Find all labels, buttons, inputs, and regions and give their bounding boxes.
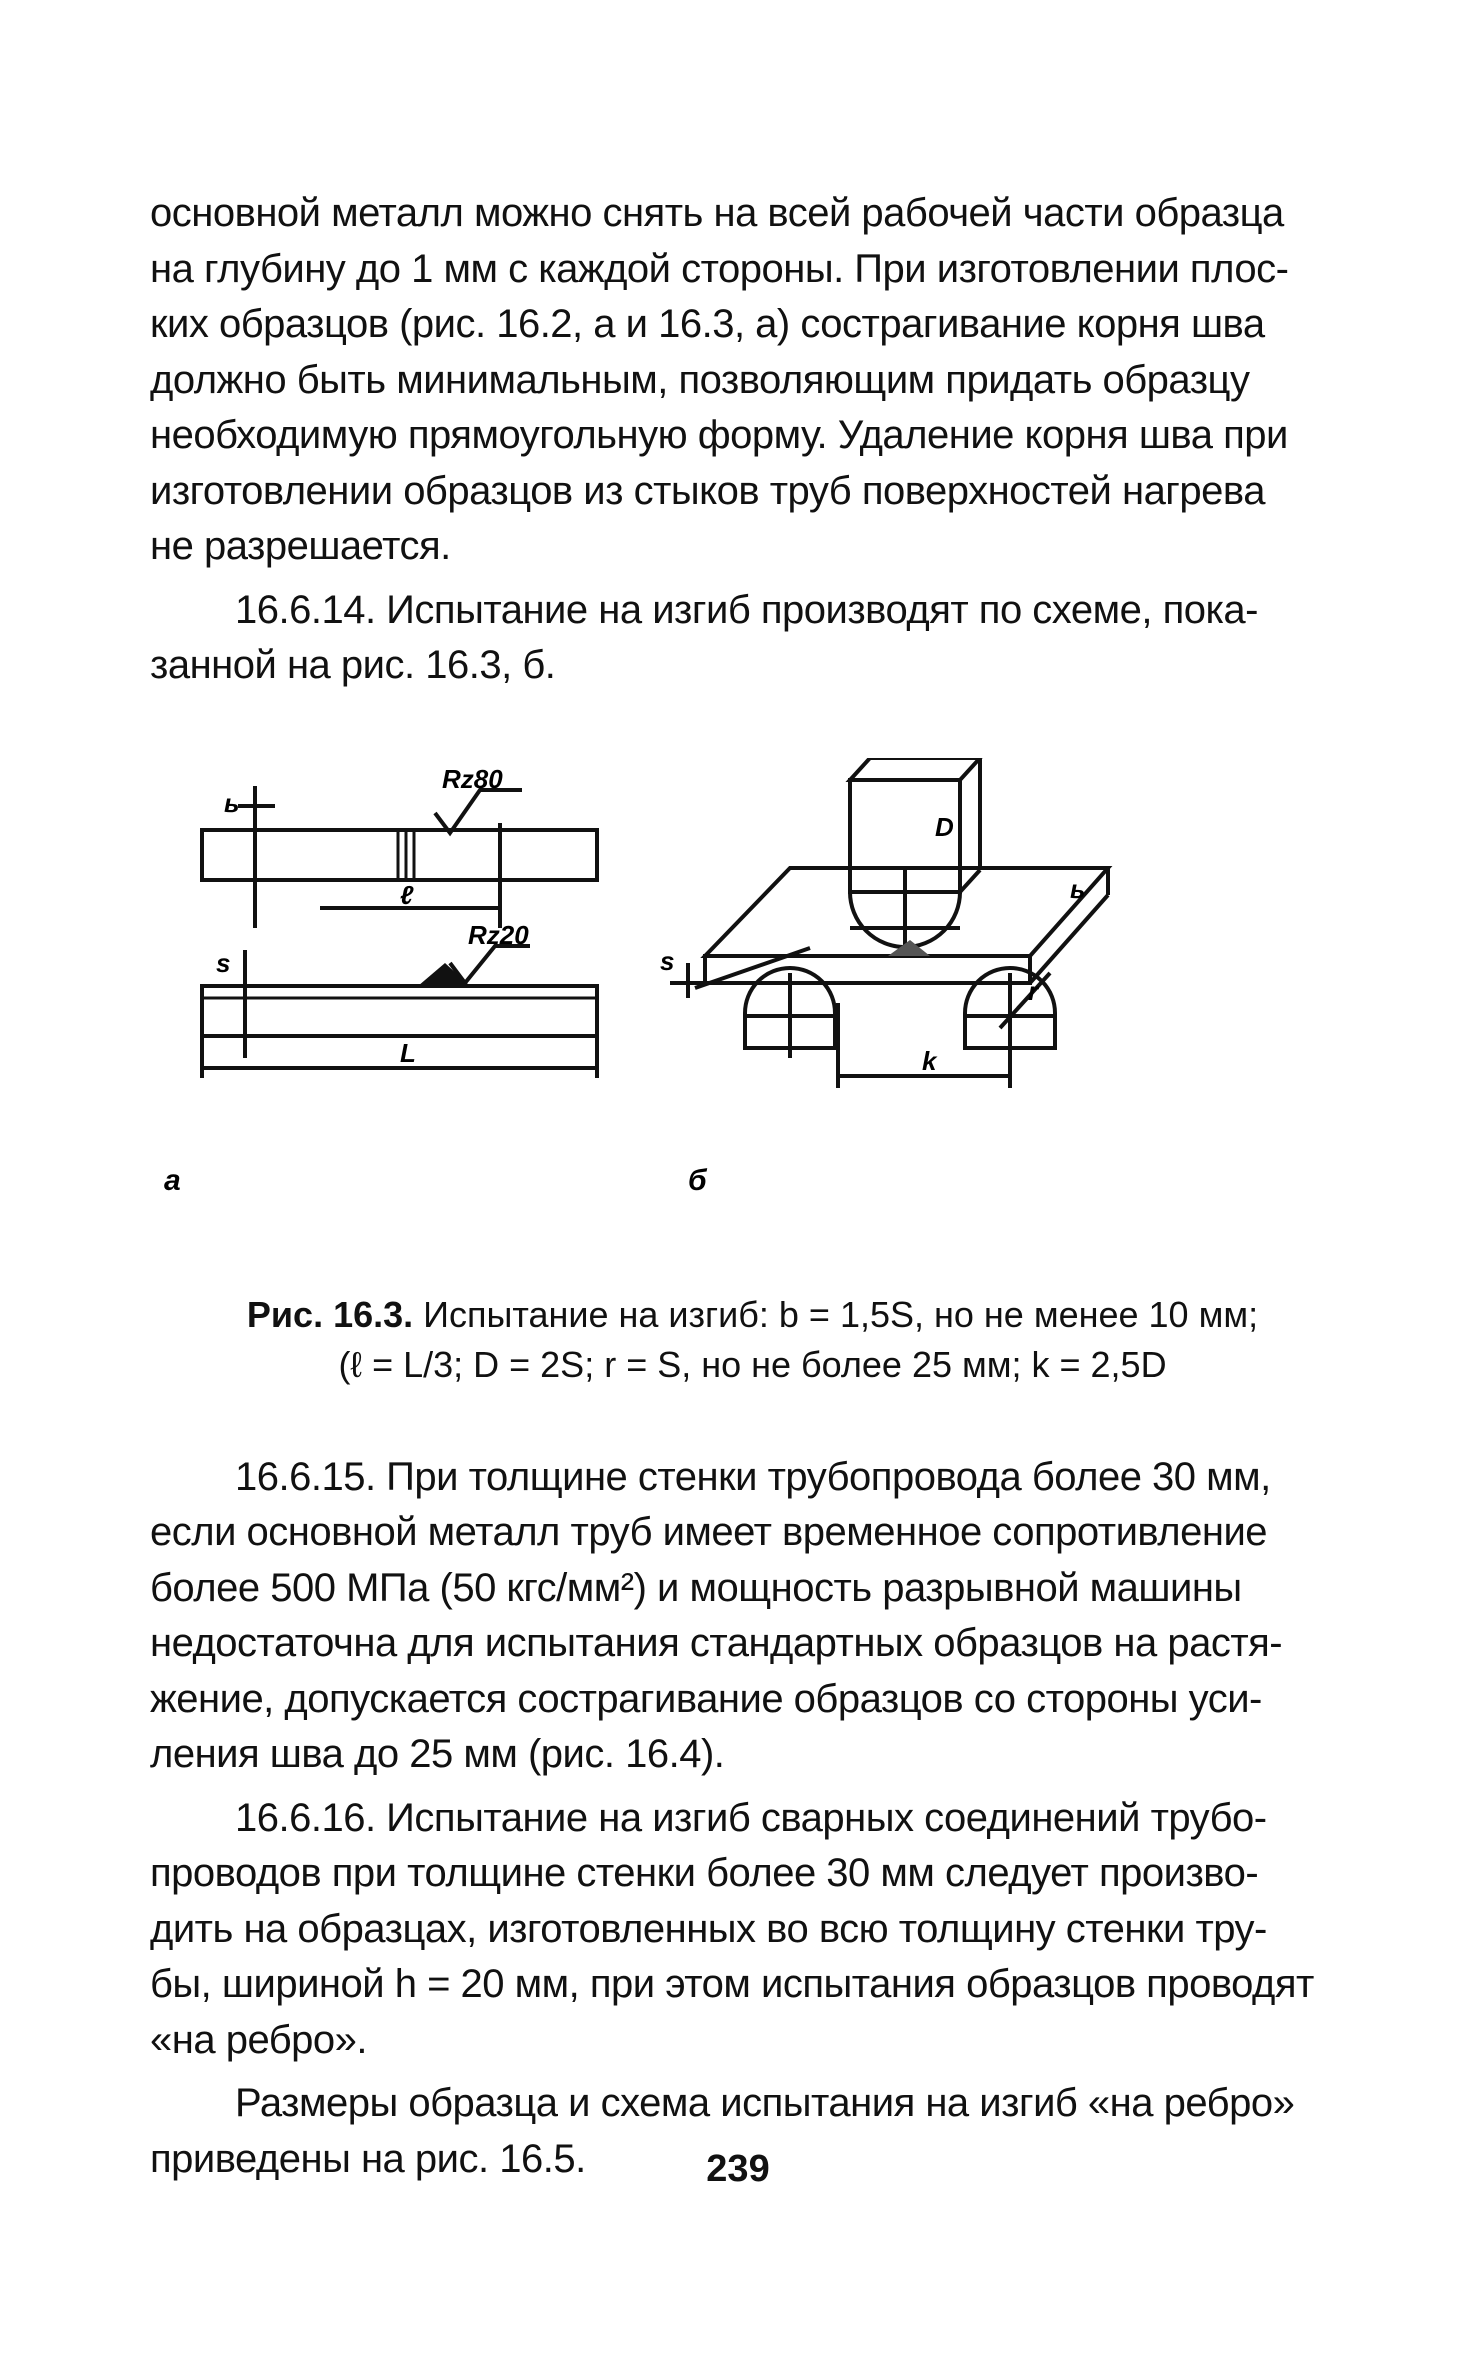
dim-s-left: s bbox=[216, 947, 231, 978]
figure-drawing bbox=[150, 758, 1355, 1278]
paragraph-16-6-15 bbox=[150, 1450, 1355, 1783]
text-line: бы, шириной h = 20 мм, при этом испытания образцов проводят bbox=[150, 1962, 1314, 2006]
caption-text-1: Испытание на изгиб: b = 1,5S, но не менее 10 мм; bbox=[413, 1293, 1259, 1335]
page-number: 239 bbox=[706, 2148, 770, 2190]
text-line: занной на рис. 16.3, б. bbox=[150, 643, 556, 687]
text-line: ких образцов (рис. 16.2, а и 16.3, а) сострагивание корня шва bbox=[150, 302, 1265, 346]
text-line: на глубину до 1 мм с каждой стороны. При изготовлении плос- bbox=[150, 246, 1289, 291]
text-line: более 500 МПа (50 кгс/мм²) и мощность разрывной машины bbox=[150, 1565, 1242, 1610]
dim-D: D bbox=[935, 811, 954, 842]
dim-b-right: ь bbox=[1070, 873, 1086, 904]
dim-r: r bbox=[1028, 975, 1039, 1006]
paragraph-16-6-16 bbox=[150, 1791, 1355, 2069]
text-line: 16.6.16. Испытание на изгиб сварных соединений трубо- bbox=[235, 1795, 1267, 1840]
paragraph-1 bbox=[150, 186, 1355, 575]
text-line: ления шва до 25 мм (рис. 16.4). bbox=[150, 1732, 725, 1776]
roughness-rz20: Rz20 bbox=[468, 919, 529, 950]
dim-b-left: ь bbox=[224, 787, 240, 818]
text-line: приведены на рис. 16.5. bbox=[150, 2136, 586, 2181]
caption-line-1 bbox=[150, 1290, 1355, 1340]
weld-bead bbox=[418, 963, 470, 986]
text-line: проводов при толщине стенки более 30 мм следует произво- bbox=[150, 1851, 1259, 1895]
text-line: изготовлении образцов из стыков труб поверхностей нагрева bbox=[150, 468, 1265, 513]
dim-L: L bbox=[400, 1037, 416, 1068]
page-body bbox=[150, 186, 1355, 2187]
text-line: недостаточна для испытания стандартных образцов на растя- bbox=[150, 1621, 1283, 1665]
caption-line-2: (ℓ = L/3; D = 2S; r = S, но не более 25 мм; k = 2,5D bbox=[338, 1343, 1167, 1385]
dim-k: k bbox=[922, 1045, 937, 1076]
text-line: 16.6.14. Испытание на изгиб производят по схеме, пока- bbox=[235, 587, 1258, 632]
specimen-side-view bbox=[202, 986, 597, 1036]
label-b: б bbox=[688, 1163, 707, 1197]
dim-l: ℓ bbox=[400, 879, 414, 910]
text-line: необходимую прямоугольную форму. Удаление корня шва при bbox=[150, 413, 1288, 457]
text-line: дить на образцах, изготовленных во всю толщину стенки тру- bbox=[150, 1906, 1267, 1951]
label-a: а bbox=[164, 1163, 181, 1197]
text-line: жение, допускается сострагивание образцов со стороны уси- bbox=[150, 1676, 1262, 1721]
text-line: если основной металл труб имеет временное сопротивление bbox=[150, 1510, 1268, 1554]
figure-caption bbox=[150, 1290, 1355, 1390]
roughness-rz80: Rz80 bbox=[442, 763, 503, 794]
text-line: Размеры образца и схема испытания на изгиб «на ребро» bbox=[235, 2081, 1295, 2125]
dim-s-right: s bbox=[660, 945, 675, 976]
text-line: основной металл можно снять на всей рабочей части образца bbox=[150, 191, 1284, 235]
text-line: должно быть минимальным, позволяющим придать образцу bbox=[150, 357, 1250, 402]
text-line: 16.6.15. При толщине стенки трубопровода более 30 мм, bbox=[235, 1454, 1271, 1499]
figure-16-3 bbox=[150, 758, 1355, 1278]
text-line: «на ребро». bbox=[150, 2017, 367, 2062]
text-line: не разрешается. bbox=[150, 524, 451, 568]
caption-figure-number: Рис. 16.3. bbox=[246, 1293, 414, 1335]
paragraph-16-6-14 bbox=[150, 583, 1355, 694]
